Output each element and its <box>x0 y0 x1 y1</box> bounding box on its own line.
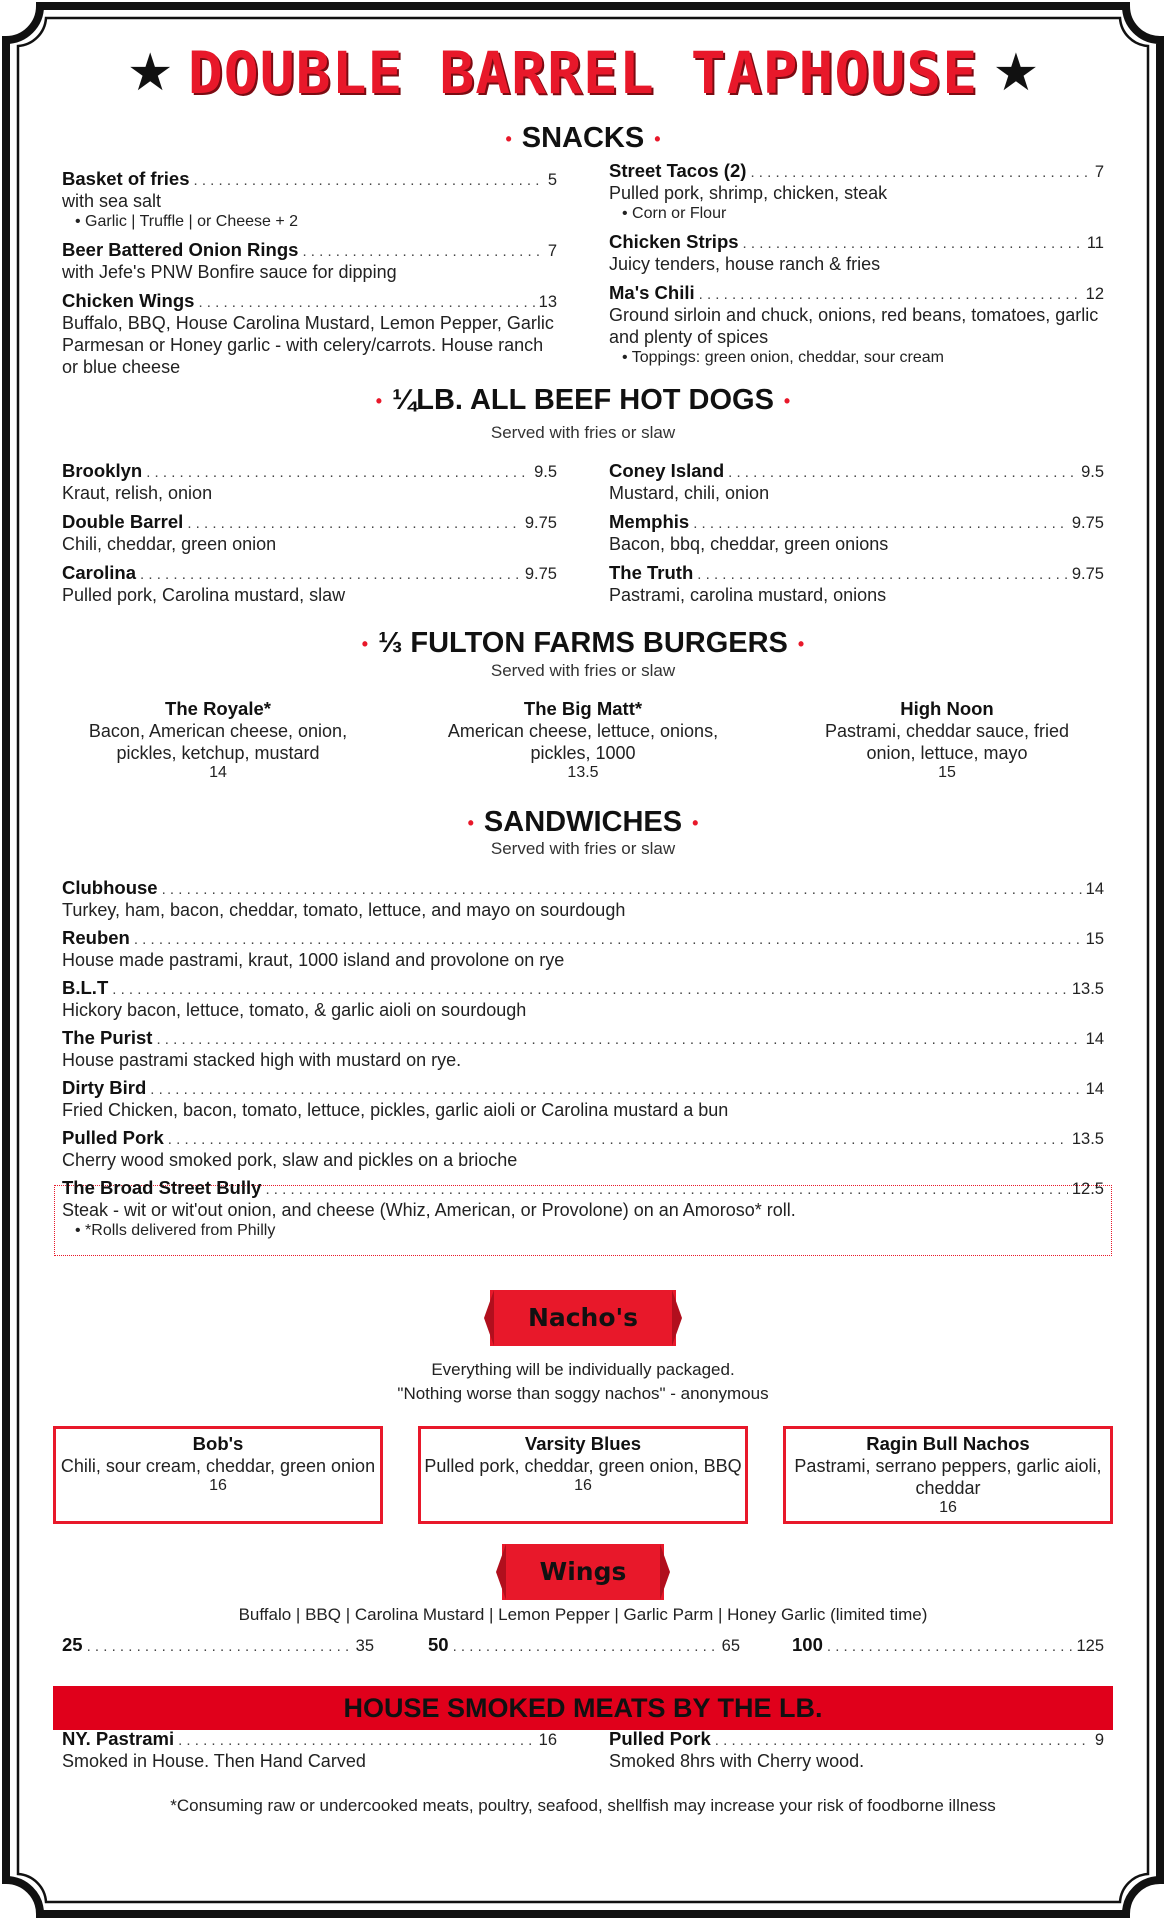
meats-left-column <box>62 1728 557 1779</box>
dot-leader <box>112 981 1068 998</box>
item-name: Ma's Chili <box>609 282 695 303</box>
bullet-dot-icon: • <box>505 128 512 149</box>
item-price: 16 <box>574 1477 592 1494</box>
item-description: Turkey, ham, bacon, cheddar, tomato, lettuce, and mayo on sourdough <box>62 900 626 920</box>
item-description: Pulled pork, cheddar, green onion, BBQ <box>424 1456 742 1476</box>
item-name: Beer Battered Onion Rings <box>62 239 299 260</box>
dot-leader <box>162 881 1082 898</box>
dot-leader <box>750 164 1090 181</box>
item-name: The Broad Street Bully <box>62 1177 262 1198</box>
dot-leader <box>134 931 1082 948</box>
item-price: 35 <box>355 1637 374 1655</box>
star-right-icon: ★ <box>992 44 1040 102</box>
item-price: 9.75 <box>1071 514 1104 532</box>
item-description: Bacon, American cheese, onion, pickles, ketchup, mustard <box>88 721 348 763</box>
item-name: The Royale* <box>165 698 271 719</box>
nacho-card <box>783 1426 1113 1524</box>
item-name: Basket of fries <box>62 168 190 189</box>
item-price: 5 <box>547 171 557 189</box>
item-description: with sea salt <box>62 191 162 211</box>
hotdogs-title: ¼LB. ALL BEEF HOT DOGS <box>392 384 774 416</box>
restaurant-title: DOUBLE BARREL TAPHOUSE <box>187 39 979 107</box>
nacho-card <box>53 1426 383 1524</box>
item-price: 12 <box>1085 285 1104 303</box>
nachos-banner-label: Nacho's <box>527 1303 639 1332</box>
menu-item <box>62 1177 1104 1241</box>
item-name: Chicken Wings <box>62 290 195 311</box>
menu-item <box>62 1027 1104 1071</box>
dot-leader <box>150 1081 1081 1098</box>
bullet-dot-icon: • <box>783 390 791 411</box>
bullet-dot-icon: • <box>361 633 369 654</box>
sandwiches-title: SANDWICHES <box>483 806 683 838</box>
item-description: Kraut, relish, onion <box>62 483 213 503</box>
burgers-subtitle: Served with fries or slaw <box>490 661 676 680</box>
item-description: Pastrami, carolina mustard, onions <box>609 585 887 605</box>
dot-leader <box>194 172 544 189</box>
item-name: Carolina <box>62 562 137 583</box>
item-name: Coney Island <box>609 460 725 481</box>
item-price: 9.5 <box>534 463 557 481</box>
dot-leader <box>743 235 1083 252</box>
dot-leader <box>453 1638 718 1655</box>
hotdogs-right-column <box>609 460 1104 613</box>
menu-item <box>62 1728 557 1772</box>
wings-banner <box>502 1544 664 1600</box>
menu-item <box>62 239 557 283</box>
snacks-left-column <box>62 168 557 385</box>
item-description: Smoked 8hrs with Cherry wood. <box>609 1751 865 1771</box>
item-description: Cherry wood smoked pork, slaw and pickles on a brioche <box>62 1150 518 1170</box>
item-price: 7 <box>1094 163 1104 181</box>
dot-leader <box>697 566 1068 583</box>
item-price: 65 <box>721 1637 740 1655</box>
sandwiches-subtitle: Served with fries or slaw <box>490 839 676 858</box>
bullet-dot-icon: • <box>797 633 805 654</box>
item-price: 7 <box>547 242 557 260</box>
wing-quantity: 50 <box>428 1634 449 1655</box>
burgers-heading <box>0 627 1166 660</box>
burger-card <box>810 698 1084 782</box>
menu-header <box>0 39 1166 107</box>
burger-card <box>438 698 728 782</box>
item-price: 16 <box>209 1477 227 1494</box>
item-price: 14 <box>209 764 227 781</box>
item-name: The Big Matt* <box>523 698 643 719</box>
item-price: 14 <box>1085 1030 1104 1048</box>
item-description: Pulled pork, shrimp, chicken, steak <box>609 183 888 203</box>
item-note: • Garlic | Truffle | or Cheese + 2 <box>75 213 299 230</box>
sandwiches-list <box>62 877 1104 1248</box>
wing-size-option <box>428 1634 740 1656</box>
burger-card <box>76 698 360 782</box>
wing-quantity: 25 <box>62 1634 83 1655</box>
item-price: 9.75 <box>524 514 557 532</box>
dot-leader <box>302 243 543 260</box>
wings-banner-label: Wings <box>539 1557 627 1586</box>
menu-item <box>609 282 1104 368</box>
item-price: 9.75 <box>524 565 557 583</box>
item-price: 12.5 <box>1071 1180 1104 1198</box>
menu-item <box>609 160 1104 224</box>
item-description: Mustard, chili, onion <box>609 483 770 503</box>
item-name: Bob's <box>192 1433 244 1454</box>
snacks-heading <box>0 122 1166 155</box>
dot-leader <box>187 515 521 532</box>
snacks-title: SNACKS <box>521 122 645 154</box>
wing-size-option <box>62 1634 374 1656</box>
bullet-dot-icon: • <box>467 812 474 833</box>
item-description: House made pastrami, kraut, 1000 island and provolone on rye <box>62 950 565 970</box>
item-description: American cheese, lettuce, onions, pickles, 1000 <box>447 721 719 763</box>
item-name: High Noon <box>900 698 994 719</box>
bullet-dot-icon: • <box>692 812 699 833</box>
item-price: 14 <box>1085 1080 1104 1098</box>
item-price: 9.75 <box>1071 565 1104 583</box>
hotdogs-subtitle: Served with fries or slaw <box>490 423 676 442</box>
menu-item <box>609 1728 1104 1772</box>
burgers-title: ⅓ FULTON FARMS BURGERS <box>378 627 788 659</box>
item-price: 9.5 <box>1081 463 1104 481</box>
dot-leader <box>728 464 1077 481</box>
hotdogs-left-column <box>62 460 557 613</box>
item-description: Buffalo, BBQ, House Carolina Mustard, Lemon Pepper, Garlic Parmesan or Honey garlic - with celery/carrots. House ranch or blue cheese <box>62 313 554 377</box>
nachos-quote: "Nothing worse than soggy nachos" - anonymous <box>397 1384 769 1403</box>
item-description: Pastrami, serrano peppers, garlic aioli, cheddar <box>794 1456 1102 1498</box>
item-description: Chili, sour cream, cheddar, green onion <box>60 1456 376 1476</box>
nachos-note-line1: Everything will be individually packaged. <box>431 1360 735 1379</box>
menu-item <box>62 927 1104 971</box>
item-name: B.L.T <box>62 977 109 998</box>
dot-leader <box>140 566 521 583</box>
item-price: 15 <box>938 764 956 781</box>
menu-item <box>609 511 1104 555</box>
snacks-right-column <box>609 160 1104 375</box>
health-warning-footnote: *Consuming raw or undercooked meats, poultry, seafood, shellfish may increase your risk of foodborne illness <box>170 1796 996 1815</box>
menu-item <box>62 168 557 232</box>
item-description: House pastrami stacked high with mustard on rye. <box>62 1050 462 1070</box>
item-note: • Corn or Flour <box>622 205 727 222</box>
dot-leader <box>699 286 1082 303</box>
item-description: Smoked in House. Then Hand Carved <box>62 1751 366 1771</box>
item-price: 125 <box>1076 1637 1104 1655</box>
dot-leader <box>693 515 1068 532</box>
item-name: Street Tacos (2) <box>609 160 747 181</box>
item-price: 9 <box>1094 1731 1104 1749</box>
wing-size-option <box>792 1634 1104 1656</box>
item-note: • *Rolls delivered from Philly <box>75 1222 276 1239</box>
dot-leader <box>715 1732 1091 1749</box>
item-name: Reuben <box>62 927 130 948</box>
item-note: • Toppings: green onion, cheddar, sour cream <box>622 349 944 366</box>
item-description: Chili, cheddar, green onion <box>62 534 277 554</box>
menu-item <box>609 562 1104 606</box>
wing-quantity: 100 <box>792 1634 823 1655</box>
menu-item <box>62 562 557 606</box>
item-name: Ragin Bull Nachos <box>866 1433 1030 1454</box>
item-name: The Truth <box>609 562 694 583</box>
nachos-banner <box>490 1290 676 1346</box>
item-price: 13.5 <box>1071 980 1104 998</box>
item-price: 15 <box>1085 930 1104 948</box>
item-price: 13.5 <box>567 764 599 781</box>
item-name: Memphis <box>609 511 690 532</box>
item-name: Double Barrel <box>62 511 184 532</box>
dot-leader <box>168 1131 1068 1148</box>
menu-item <box>609 231 1104 275</box>
sandwiches-heading <box>0 806 1166 839</box>
nacho-card <box>418 1426 748 1524</box>
item-description: Steak - wit or wit'out onion, and cheese (Whiz, American, or Provolone) on an Amoroso* roll. <box>62 1200 796 1220</box>
item-name: Brooklyn <box>62 460 143 481</box>
dot-leader <box>178 1732 535 1749</box>
dot-leader <box>265 1181 1067 1198</box>
dot-leader <box>827 1638 1073 1655</box>
item-name: Pulled Pork <box>609 1728 711 1749</box>
menu-item <box>62 511 557 555</box>
item-price: 13 <box>538 293 557 311</box>
item-price: 14 <box>1085 880 1104 898</box>
item-description: Hickory bacon, lettuce, tomato, & garlic aioli on sourdough <box>62 1000 527 1020</box>
bullet-dot-icon: • <box>375 390 383 411</box>
item-name: NY. Pastrami <box>62 1728 175 1749</box>
item-description: Juicy tenders, house ranch & fries <box>609 254 881 274</box>
item-description: Ground sirloin and chuck, onions, red beans, tomatoes, garlic and plenty of spices <box>609 305 1099 347</box>
item-name: Varsity Blues <box>524 1433 642 1454</box>
bullet-dot-icon: • <box>654 128 661 149</box>
menu-item <box>609 460 1104 504</box>
menu-item <box>62 977 1104 1021</box>
menu-item <box>62 290 557 378</box>
item-description: Bacon, bbq, cheddar, green onions <box>609 534 889 554</box>
item-name: Clubhouse <box>62 877 158 898</box>
item-price: 16 <box>538 1731 557 1749</box>
menu-item <box>62 1077 1104 1121</box>
menu-item <box>62 877 1104 921</box>
meats-right-column <box>609 1728 1104 1779</box>
item-name: Chicken Strips <box>609 231 739 252</box>
item-name: The Purist <box>62 1027 153 1048</box>
item-name: Pulled Pork <box>62 1127 164 1148</box>
star-left-icon: ★ <box>126 44 174 102</box>
menu-item <box>62 460 557 504</box>
smoked-meats-heading: HOUSE SMOKED MEATS BY THE LB. <box>53 1686 1113 1730</box>
menu-item <box>62 1127 1104 1171</box>
item-description: Pastrami, cheddar sauce, fried onion, lettuce, mayo <box>824 721 1070 763</box>
hotdogs-heading <box>0 384 1166 417</box>
item-price: 13.5 <box>1071 1130 1104 1148</box>
item-description: Fried Chicken, bacon, tomato, lettuce, pickles, garlic aioli or Carolina mustard a bun <box>62 1100 729 1120</box>
item-price: 16 <box>939 1499 957 1516</box>
item-description: Pulled pork, Carolina mustard, slaw <box>62 585 346 605</box>
wing-flavors: Buffalo | BBQ | Carolina Mustard | Lemon Pepper | Garlic Parm | Honey Garlic (limited time) <box>238 1605 928 1624</box>
dot-leader <box>87 1638 352 1655</box>
dot-leader <box>198 294 534 311</box>
dot-leader <box>156 1031 1081 1048</box>
item-description: with Jefe's PNW Bonfire sauce for dipping <box>62 262 397 282</box>
dot-leader <box>146 464 530 481</box>
item-price: 11 <box>1086 234 1104 252</box>
item-name: Dirty Bird <box>62 1077 147 1098</box>
